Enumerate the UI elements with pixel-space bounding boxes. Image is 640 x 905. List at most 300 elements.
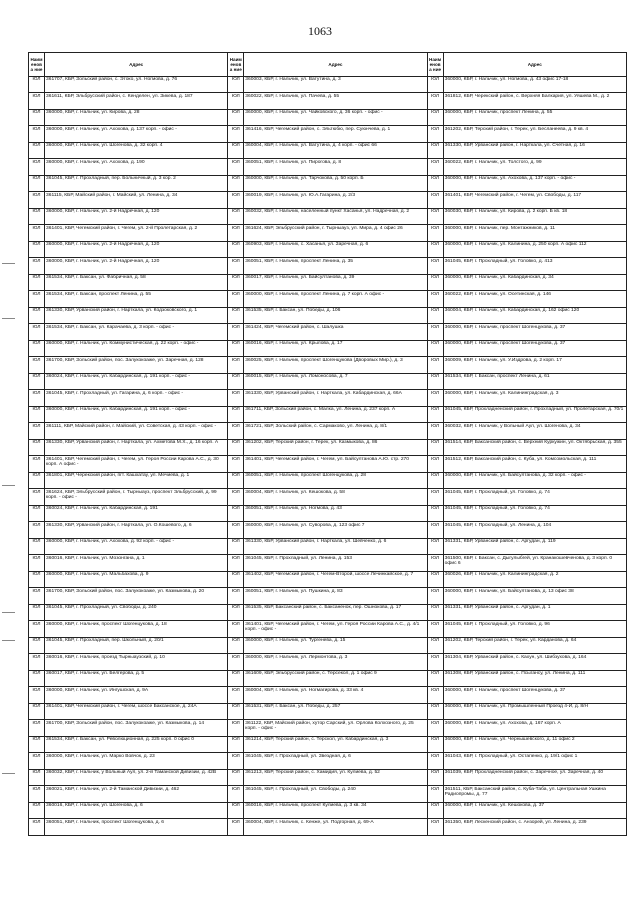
address-cell: 360051, КБР, г. Нальчик, ул. Ногмова, д. 43	[244, 505, 427, 522]
entity-type-cell: ЮЛ	[427, 423, 443, 440]
address-cell: 360004, КБР, г. Нальчик, с. Кенже, ул. Подгорная, д. 69-А	[244, 819, 427, 836]
address-cell: 360000, КБР, г. Нальчик, ул. Мальбахова, д. 9	[45, 571, 228, 588]
address-cell: 361512, КБР, Баксанский район, с. Куба, ул. Комсомольская, д. 111	[443, 456, 626, 473]
entity-type-cell: ЮЛ	[228, 406, 244, 423]
address-cell: 360051, КБР, г. Нальчик, ул. Пирогова, д. 8	[244, 159, 427, 176]
entity-type-cell: ЮЛ	[427, 456, 443, 473]
entity-type-cell: ЮЛ	[427, 489, 443, 506]
address-cell: 360032, КБР, г. Нальчик, населенный пункт Хасанья, ул. Надречная, д. 2	[244, 208, 427, 225]
address-cell: 361039, КБР, Прохладненский район, с. Заречное, ул. Заречная, д. 40	[443, 769, 626, 786]
entity-type-cell: ЮЛ	[228, 390, 244, 407]
table-row	[29, 159, 627, 176]
address-cell: 360000, КБР, г. Нальчик, пер. Монтажников, д. 11	[443, 225, 626, 242]
entity-type-cell: ЮЛ	[29, 357, 45, 374]
entity-type-cell: ЮЛ	[29, 423, 45, 440]
address-cell: 361213, КБР, Терский район, с. Хамидия, ул. Кулиева, д. 52	[244, 769, 427, 786]
address-cell: 361721, КБР, Зольский район, с. Сармаково, ул. Ленина, д. 8/1	[244, 423, 427, 440]
header-type-3: Наим енова ние	[427, 53, 443, 77]
entity-type-cell: ЮЛ	[427, 720, 443, 737]
entity-type-cell: ЮЛ	[427, 241, 443, 258]
entity-type-cell: ЮЛ	[29, 291, 45, 308]
entity-type-cell: ЮЛ	[29, 720, 45, 737]
address-cell: 361045, КБР, г. Прохладный, ул. Ленина, д. 104	[443, 522, 626, 539]
entity-type-cell: ЮЛ	[228, 588, 244, 605]
entity-type-cell: ЮЛ	[29, 637, 45, 654]
entity-type-cell: ЮЛ	[427, 258, 443, 275]
entity-type-cell: ЮЛ	[228, 472, 244, 489]
table-row	[29, 720, 627, 737]
entity-type-cell: ЮЛ	[29, 439, 45, 456]
address-cell: 361304, КБР, Урванский район, с. Кахун, ул. Шибзухова, д. 164	[443, 654, 626, 671]
table-row	[29, 324, 627, 341]
entity-type-cell: ЮЛ	[427, 802, 443, 819]
entity-type-cell: ЮЛ	[29, 307, 45, 324]
entity-type-cell: ЮЛ	[427, 571, 443, 588]
address-cell: 360024, КБР, г. Нальчик, ул. Кабардинская, д. 191	[45, 505, 228, 522]
entity-type-cell: ЮЛ	[228, 76, 244, 93]
address-cell: 360017, КБР, г. Нальчик, ул. Белгерова, д. 5	[45, 670, 228, 687]
address-table-wrapper	[28, 52, 626, 836]
address-cell: 361401, КБР, Чегемский район, г. Чегем, ул. Героя России Карова А.С., д. 30 корп. А офис -	[45, 456, 228, 473]
address-cell: 361801, КБР, Черекский район, пгт. Кашхатау, ул. Мечиева, д. 1	[45, 472, 228, 489]
table-row	[29, 654, 627, 671]
address-cell: 360019, КБР, г. Нальчик, ул. Ю.А.Гагарина, д. 2/3	[244, 192, 427, 209]
table-row	[29, 588, 627, 605]
table-row	[29, 819, 627, 836]
address-cell: 361534, КБР, г. Баксан, ул. Революционная, д. 225 корп. 0 офис 0	[45, 736, 228, 753]
table-row	[29, 637, 627, 654]
entity-type-cell: ЮЛ	[427, 159, 443, 176]
entity-type-cell: ЮЛ	[228, 225, 244, 242]
table-row	[29, 456, 627, 473]
entity-type-cell: ЮЛ	[29, 621, 45, 638]
address-cell: 360025, КБР, г. Нальчик, проспект Шогенцукова (Дворовых Мир.), д. 3	[244, 357, 427, 374]
address-cell: 361045, КБР, г. Прохладный, ул. Ленина, д. 153	[244, 555, 427, 572]
entity-type-cell: ЮЛ	[427, 687, 443, 704]
entity-type-cell: ЮЛ	[29, 588, 45, 605]
address-cell: 360021, КБР, г. Нальчик, ул. 2-й Таманской Дивизии, д. 462	[45, 786, 228, 803]
address-cell: 360000, КБР, г. Нальчик, ул. 2-й Надречная, д. 120	[45, 241, 228, 258]
address-cell: 361534, КБР, г. Баксан, ул. Фабричная, д. 58	[45, 274, 228, 291]
table-row	[29, 489, 627, 506]
table-row	[29, 390, 627, 407]
table-row	[29, 93, 627, 110]
table-row	[29, 274, 627, 291]
entity-type-cell: ЮЛ	[29, 373, 45, 390]
entity-type-cell: ЮЛ	[427, 538, 443, 555]
table-row	[29, 142, 627, 159]
address-cell: 360903, КБР, г. Нальчик, с. Хасанья, ул. Заречная, д. 6	[244, 241, 427, 258]
page-edge-marks	[0, 0, 20, 905]
address-cell: 361401, КБР, Чегемский район, г. Чегем, шоссе Баксанское, д. 24А	[45, 703, 228, 720]
address-cell: 361609, КБР, Эльбрусский район, с. Терсекол, д. 1 офис 9	[244, 670, 427, 687]
address-cell: 360016, КБР, г. Нальчик, проспект Кулиева, д. 3 кв. 34	[244, 802, 427, 819]
table-row	[29, 769, 627, 786]
table-row	[29, 357, 627, 374]
address-cell: 361531, КБР, г. Баксан, ул. Победы, д. 257	[244, 703, 427, 720]
entity-type-cell: ЮЛ	[427, 357, 443, 374]
table-row	[29, 126, 627, 143]
entity-type-cell: ЮЛ	[29, 769, 45, 786]
table-row	[29, 406, 627, 423]
entity-type-cell: ЮЛ	[29, 802, 45, 819]
entity-type-cell: ЮЛ	[29, 406, 45, 423]
address-cell: 360015, КБР, г. Нальчик, ул. Ломоносова, д. 7	[244, 373, 427, 390]
address-cell: 360030, КБР, г. Нальчик, ул. Кирова, д. 2 корп. Б кв. 18	[443, 208, 626, 225]
entity-type-cell: ЮЛ	[29, 489, 45, 506]
address-cell: 361111, КБР, Майский район, г. Майский, ул. Советская, д. 43 корп. - офис -	[45, 423, 228, 440]
table-row	[29, 703, 627, 720]
address-cell: 360000, КБР, г. Нальчик, ул. Ногмова, д. 43 офис 17-18	[443, 76, 626, 93]
entity-type-cell: ЮЛ	[29, 76, 45, 93]
address-cell: 361330, КБР, Урванский район, г. Нарткала, ул. Счетная, д. 16	[443, 142, 626, 159]
address-cell: 361700, КБР, Зольский район, пос. Залукокоаже, ул. Казмыкова, д. 14	[45, 720, 228, 737]
entity-type-cell: ЮЛ	[29, 538, 45, 555]
entity-type-cell: ЮЛ	[29, 324, 45, 341]
table-row	[29, 175, 627, 192]
address-cell: 360000, КБР, г. Нальчик, ул. Ахохова, д. 92 корп. - офис -	[45, 538, 228, 555]
address-cell: 360000, КБР, г. Нальчик, ул. Ахохова, д. 167 корп. А	[443, 720, 626, 737]
entity-type-cell: ЮЛ	[29, 687, 45, 704]
table-header-row	[29, 53, 627, 77]
address-cell: 361514, КБР, Баксанский район, с. Верхний Куркужин, ул. Октябрьская, д. 355	[443, 439, 626, 456]
address-cell: 360032, КБР, г. Нальчик, у Вольный Аул, ул. 2-й Таманской Дивизии, д. 42В	[45, 769, 228, 786]
table-row	[29, 258, 627, 275]
entity-type-cell: ЮЛ	[427, 555, 443, 572]
table-row	[29, 423, 627, 440]
entity-type-cell: ЮЛ	[29, 505, 45, 522]
table-row	[29, 76, 627, 93]
address-cell: 361202, КБР, Терский район, г. Терек, ул. Казмыкова, д. 86	[244, 439, 427, 456]
entity-type-cell: ЮЛ	[228, 687, 244, 704]
entity-type-cell: ЮЛ	[29, 340, 45, 357]
table-row	[29, 670, 627, 687]
table-row	[29, 307, 627, 324]
entity-type-cell: ЮЛ	[29, 159, 45, 176]
table-body	[29, 76, 627, 835]
address-cell: 360000, КБР, г. Нальчик, ул. Шогенова, д. 32 корп. 4	[45, 142, 228, 159]
table-row	[29, 555, 627, 572]
entity-type-cell: ЮЛ	[427, 225, 443, 242]
address-cell: 361045, КБР, г. Прохладный, пер. Больничный, д. 3 кор. 2	[45, 175, 228, 192]
entity-type-cell: ЮЛ	[228, 802, 244, 819]
address-cell: 361045, КБР, г. Прохладный, пер. Школьный, д. 20/1	[45, 637, 228, 654]
entity-type-cell: ЮЛ	[228, 142, 244, 159]
address-cell: 361214, КБР, Терский район, с. Терскол, ул. Кабардинская, д. 3	[244, 736, 427, 753]
entity-type-cell: ЮЛ	[228, 522, 244, 539]
entity-type-cell: ЮЛ	[427, 753, 443, 770]
address-cell: 361202, КБР, Терский район, г. Терек, ул. Бесланеева, д. 9 кв. 4	[443, 126, 626, 143]
entity-type-cell: ЮЛ	[29, 736, 45, 753]
address-cell: 361700, КБР, Зольский район, пос. Залукокоаже, ул. Казмыкова, д. 20	[45, 588, 228, 605]
address-cell: 360017, КБР, г. Нальчик, ул. Байсултанова, д. 39	[244, 274, 427, 291]
address-cell: 360000, КБР, г. Нальчик, ул. Ахохова, д. 190	[45, 159, 228, 176]
address-cell: 361402, КБР, Чегемский район, г. Чегем-Второй, шоссе Лечинкайское, д. 7	[244, 571, 427, 588]
address-cell: 361045, КБР, г. Прохладный, ул. Гагарина, д. 6 корп. - офис -	[45, 390, 228, 407]
entity-type-cell: ЮЛ	[228, 720, 244, 737]
table-row	[29, 109, 627, 126]
entity-type-cell: ЮЛ	[427, 192, 443, 209]
table-row	[29, 571, 627, 588]
header-type-2: Наим енова ние	[228, 53, 244, 77]
address-cell: 360000, КБР, г. Нальчик, ул. Ахохова, д. 137 корп. - офис -	[45, 126, 228, 143]
entity-type-cell: ЮЛ	[228, 109, 244, 126]
address-cell: 360004, КБР, г. Нальчик, ул. Ногмагирова, д. 33 кв. 4	[244, 687, 427, 704]
address-cell: 361330, КБР, Урванский район, г. Нарткала, ул. Кодзоковского, д. 1	[45, 307, 228, 324]
address-cell: 360016, КБР, г. Нальчик, ул. Мозонгана, д. 1	[45, 555, 228, 572]
entity-type-cell: ЮЛ	[228, 159, 244, 176]
entity-type-cell: ЮЛ	[427, 93, 443, 110]
entity-type-cell: ЮЛ	[427, 769, 443, 786]
table-row	[29, 291, 627, 308]
address-cell: 361045, КБР, г. Прохладный, ул. Головко, д. 96	[443, 621, 626, 638]
address-cell: 360000, КБР, г. Нальчик, проспект Ленина, д. 7 корп. А офис -	[244, 291, 427, 308]
entity-type-cell: ЮЛ	[228, 192, 244, 209]
address-cell: 360000, КБР, г. Нальчик, ул. Чайковского, д. 36 корп. - офис -	[244, 109, 427, 126]
table-row	[29, 786, 627, 803]
address-cell: 361711, КБР, Зольский район, с. Малка, ул. Ленина, д. 237 корп. А	[244, 406, 427, 423]
entity-type-cell: ЮЛ	[228, 126, 244, 143]
address-cell: 360000, КБР, г. Нальчик, проспект Шогенцукова, д. 37	[443, 687, 626, 704]
table-row	[29, 538, 627, 555]
address-cell: 360022, КБР, г. Нальчик, ул. Пачева, д. 55	[244, 93, 427, 110]
entity-type-cell: ЮЛ	[427, 670, 443, 687]
entity-type-cell: ЮЛ	[427, 373, 443, 390]
entity-type-cell: ЮЛ	[29, 654, 45, 671]
address-cell: 361700, КБР, Зольский район, пос. Залукокоаже, ул. Заречная, д. 128	[45, 357, 228, 374]
entity-type-cell: ЮЛ	[29, 786, 45, 803]
address-cell: 361330, КБР, Урванский район, г. Нарткала, ул. О.Кошевого, д. 6	[45, 522, 228, 539]
address-cell: 361331, КБР, Урванский район, с. Аргудан, д. 1	[443, 604, 626, 621]
entity-type-cell: ЮЛ	[427, 786, 443, 803]
address-cell: 361624, КБР, Эльбрусский район, г. Тырныауз, проспект Эльбрусский, д. 99 корп. - офис -	[45, 489, 228, 506]
entity-type-cell: ЮЛ	[228, 489, 244, 506]
entity-type-cell: ЮЛ	[29, 753, 45, 770]
entity-type-cell: ЮЛ	[228, 258, 244, 275]
address-cell: 360051, КБР, г. Нальчик, проспект Шогенцукова, д. 6	[45, 819, 228, 836]
address-cell: 360016, КБР, г. Нальчик, проезд Тырныаузский, д. 10	[45, 654, 228, 671]
address-cell: 361812, КБР, Черекский район, с. Верхняя Балкария, ул. Уяшева М., д. 2	[443, 93, 626, 110]
entity-type-cell: ЮЛ	[29, 472, 45, 489]
address-cell: 361330, КБР, Урванский район, г. Нарткала, ул. Шевченко, д. 6	[244, 538, 427, 555]
address-cell: 360016, КБР, г. Нальчик, ул. Шогенова, д. 6	[45, 802, 228, 819]
entity-type-cell: ЮЛ	[228, 621, 244, 638]
entity-type-cell: ЮЛ	[427, 175, 443, 192]
address-cell: 361350, КБР, Лескенский район, с. Анзорей, ул. Ленина, д. 239	[443, 819, 626, 836]
address-cell: 360000, КБР, г. Нальчик, ул. 2-й Надречная, д. 120	[45, 208, 228, 225]
entity-type-cell: ЮЛ	[228, 357, 244, 374]
address-cell: 360024, КБР, г. Нальчик, ул. Кабардинская, д. 191 корп. - офис -	[45, 373, 228, 390]
address-cell: 361045, КБР, г. Прохладный, ул. Головко, д. 74	[443, 489, 626, 506]
table-row	[29, 241, 627, 258]
entity-type-cell: ЮЛ	[427, 390, 443, 407]
address-cell: 360000, КБР, г. Нальчик, ул. Калинина, д. 250 корп. А офис 112	[443, 241, 626, 258]
address-cell: 360000, КБР, г. Нальчик, проспект Шогенцукова, д. 18	[45, 621, 228, 638]
address-cell: 360000, КБР, г. Нальчик, ул. Байсултанова, д. 13 офис 38	[443, 588, 626, 605]
entity-type-cell: ЮЛ	[228, 291, 244, 308]
address-cell: 361330, КБР, Урванский район, г. Нарткала, ул. Ахметова М.Х., д. 16 корп. А	[45, 439, 228, 456]
address-cell: 361045, КБР, г. Прохладный, ул. Звездная, д. 6	[244, 753, 427, 770]
address-cell: 360032, КБР, г. Нальчик, у Вольный Аул, ул. Шогенова, д. 34	[443, 423, 626, 440]
entity-type-cell: ЮЛ	[427, 406, 443, 423]
entity-type-cell: ЮЛ	[29, 456, 45, 473]
address-cell: 360004, КБР, г. Нальчик, ул. Ватутина, д. 4 корп. - офис 66	[244, 142, 427, 159]
entity-type-cell: ЮЛ	[29, 175, 45, 192]
address-cell: 360003, КБР, г. Нальчик, ул. Ватутина, д. 3	[244, 76, 427, 93]
entity-type-cell: ЮЛ	[228, 703, 244, 720]
entity-type-cell: ЮЛ	[228, 439, 244, 456]
address-cell: 360051, КБР, г. Нальчик, проспект Ленина, д. 35	[244, 258, 427, 275]
address-cell: 360000, КБР, г. Нальчик, ул. Тургенева, д. 15	[244, 637, 427, 654]
address-cell: 360004, КБР, г. Нальчик, ул. Кешокова, д. 58	[244, 489, 427, 506]
address-cell: 361401, КБР, Чегемский район, г. Чегем, ул. Героя России Карова А.С., д. 4/1 корп. - офис -	[244, 621, 427, 638]
entity-type-cell: ЮЛ	[427, 126, 443, 143]
entity-type-cell: ЮЛ	[228, 654, 244, 671]
address-cell: 361624, КБР, Эльбрусский район, г. Тырныауз, ул. Мира, д. 4 офис 26	[244, 225, 427, 242]
entity-type-cell: ЮЛ	[228, 736, 244, 753]
table-row	[29, 753, 627, 770]
address-cell: 360000, КБР, г. Нальчик, проспект Ленина, д. 55	[443, 109, 626, 126]
entity-type-cell: ЮЛ	[427, 439, 443, 456]
entity-type-cell: ЮЛ	[228, 786, 244, 803]
entity-type-cell: ЮЛ	[29, 819, 45, 836]
address-cell: 361045, КБР, г. Прохладный, ул. Головко, д. 74	[443, 505, 626, 522]
address-cell: 361401, КБР, Чегемский район, г. Чегем, ул. Свободы, д. 117	[443, 192, 626, 209]
table-row	[29, 340, 627, 357]
entity-type-cell: ЮЛ	[427, 819, 443, 836]
entity-type-cell: ЮЛ	[228, 670, 244, 687]
address-cell: 360000, КБР, г. Нальчик, ул. Суворова, д. 123 офис 7	[244, 522, 427, 539]
address-cell: 360000, КБР, г. Нальчик, ул. Марко Вовчок, д. 23	[45, 753, 228, 770]
table-row	[29, 604, 627, 621]
entity-type-cell: ЮЛ	[29, 604, 45, 621]
entity-type-cell: ЮЛ	[427, 505, 443, 522]
entity-type-cell: ЮЛ	[228, 819, 244, 836]
header-type-1: Наим енова ние	[29, 53, 45, 77]
address-cell: 360022, КБР, г. Нальчик, ул. Толстого, д. 99	[443, 159, 626, 176]
entity-type-cell: ЮЛ	[427, 142, 443, 159]
entity-type-cell: ЮЛ	[427, 621, 443, 638]
entity-type-cell: ЮЛ	[228, 175, 244, 192]
entity-type-cell: ЮЛ	[427, 340, 443, 357]
address-cell: 360000, КБР, г. Нальчик, проспект Шогенцукова, д. 37	[443, 340, 626, 357]
address-cell: 360022, КБР, г. Нальчик, ул. Осетинская, д. 146	[443, 291, 626, 308]
entity-type-cell: ЮЛ	[427, 274, 443, 291]
address-cell: 361045, КБР, г. Прохладный, ул. Свободы, д. 240	[244, 786, 427, 803]
address-cell: 360000, КБР, г. Нальчик, ул. Кабардинская, д. 191 корп. - офис -	[45, 406, 228, 423]
address-cell: 361122, КБР, Майский район, хутор Сарский, ул. Орлова Колхозного, д. 25 корп. - офис -	[244, 720, 427, 737]
entity-type-cell: ЮЛ	[228, 769, 244, 786]
entity-type-cell: ЮЛ	[228, 307, 244, 324]
entity-type-cell: ЮЛ	[427, 208, 443, 225]
entity-type-cell: ЮЛ	[29, 670, 45, 687]
address-cell: 360000, КБР, г. Нальчик, ул. Тарчокова, д. 50 корп. Б	[244, 175, 427, 192]
header-address-3: Адрес	[443, 53, 626, 77]
entity-type-cell: ЮЛ	[427, 307, 443, 324]
entity-type-cell: ЮЛ	[29, 142, 45, 159]
entity-type-cell: ЮЛ	[228, 274, 244, 291]
entity-type-cell: ЮЛ	[228, 604, 244, 621]
address-cell: 360000, КБР, г. Нальчик, ул. Лермонтова, д. 3	[244, 654, 427, 671]
address-cell: 360000, КБР, г. Нальчик, ул. Кешокова, д. 37	[443, 802, 626, 819]
entity-type-cell: ЮЛ	[29, 192, 45, 209]
entity-type-cell: ЮЛ	[228, 555, 244, 572]
entity-type-cell: ЮЛ	[29, 93, 45, 110]
address-cell: 361534, КБР, г. Баксан, проспект Ленина, д. 61	[443, 373, 626, 390]
entity-type-cell: ЮЛ	[228, 637, 244, 654]
entity-type-cell: ЮЛ	[427, 76, 443, 93]
table-row	[29, 208, 627, 225]
table-row	[29, 621, 627, 638]
address-cell: 361330, КБР, Урванский район, г. Нарткала, ул. Кабардинская, д. 66А	[244, 390, 427, 407]
entity-type-cell: ЮЛ	[228, 373, 244, 390]
entity-type-cell: ЮЛ	[29, 258, 45, 275]
entity-type-cell: ЮЛ	[427, 109, 443, 126]
entity-type-cell: ЮЛ	[427, 654, 443, 671]
entity-type-cell: ЮЛ	[228, 241, 244, 258]
entity-type-cell: ЮЛ	[228, 753, 244, 770]
entity-type-cell: ЮЛ	[29, 109, 45, 126]
entity-type-cell: ЮЛ	[427, 291, 443, 308]
address-cell: 361308, КБР, Урванский район, с. Псыгансу, ул. Ленина, д. 111	[443, 670, 626, 687]
entity-type-cell: ЮЛ	[427, 472, 443, 489]
address-cell: 360000, КБР, г. Нальчик, ул. Коммунистическая, д. 22 корп. - офис -	[45, 340, 228, 357]
entity-type-cell: ЮЛ	[228, 456, 244, 473]
address-cell: 360016, КБР, г. Нальчик, ул. Крылова, д. 17	[244, 340, 427, 357]
address-cell: 360051, КБР, г. Нальчик, проспект Шогенцукова, д. 28	[244, 472, 427, 489]
table-row	[29, 373, 627, 390]
entity-type-cell: ЮЛ	[427, 736, 443, 753]
table-row	[29, 192, 627, 209]
address-cell: 361331, КБР, Урванский район, с. Аргудан, д. 119	[443, 538, 626, 555]
table-row	[29, 802, 627, 819]
table-row	[29, 439, 627, 456]
address-cell: 361424, КБР, Чегемский район, с. Шалушка	[244, 324, 427, 341]
entity-type-cell: ЮЛ	[29, 225, 45, 242]
entity-type-cell: ЮЛ	[29, 274, 45, 291]
entity-type-cell: ЮЛ	[228, 423, 244, 440]
header-address-2: Адрес	[244, 53, 427, 77]
address-cell: 361534, КБР, г. Баксан, проспект Ленина, д. 55	[45, 291, 228, 308]
address-cell: 361045, КБР, г. Прохладный, ул. Свободы, д. 240	[45, 604, 228, 621]
table-row	[29, 225, 627, 242]
entity-type-cell: ЮЛ	[29, 241, 45, 258]
address-cell: 361045, КБР, Прохладненский район, г. Прохладный, ул. Пролетарская, д. 70/1	[443, 406, 626, 423]
table-row	[29, 736, 627, 753]
address-cell: 361401, КБР, Чегемский район, г. Чегем, ул. Байсултанова А.Ю. стр. 270	[244, 456, 427, 473]
entity-type-cell: ЮЛ	[427, 588, 443, 605]
address-cell: 360009, КБР, г. Нальчик, ул. У.Издрова, д. 2 корп. 17	[443, 357, 626, 374]
table-row	[29, 472, 627, 489]
address-table	[28, 52, 627, 836]
address-cell: 361611, КБР, Эльбрусский район, с. Кенделен, ул. Зикева, д. 187	[45, 93, 228, 110]
entity-type-cell: ЮЛ	[29, 555, 45, 572]
address-cell: 360000, КБР, г. Нальчик, ул. Байсултанова, д. 32 корп. - офис -	[443, 472, 626, 489]
entity-type-cell: ЮЛ	[427, 522, 443, 539]
entity-type-cell: ЮЛ	[427, 637, 443, 654]
address-cell: 360000, КБР, г. Нальчик, ул. Ингушская, д. 9А	[45, 687, 228, 704]
address-cell: 361115, КБР, Майский район, г. Майский, ул. Ленина, д. 34	[45, 192, 228, 209]
address-cell: 360004, КБР, г. Нальчик, ул. Кабардинская, д. 162 офис 120	[443, 307, 626, 324]
address-cell: 360026, КБР, г. Нальчик, ул. Калининградская, д. 2	[443, 571, 626, 588]
entity-type-cell: ЮЛ	[228, 505, 244, 522]
address-cell: 360000, КБР, г. Нальчик, ул. 2-й Надречная, д. 120	[45, 258, 228, 275]
address-cell: 361202, КБР, Терский район, г. Терек, ул. Карданова, д. 64	[443, 637, 626, 654]
entity-type-cell: ЮЛ	[29, 126, 45, 143]
entity-type-cell: ЮЛ	[29, 703, 45, 720]
address-cell: 361045, КБР, г. Прохладный, ул. Головко, д. 413	[443, 258, 626, 275]
address-cell: 361535, КБР, г. Баксан, ул. Победы, д. 106	[244, 307, 427, 324]
